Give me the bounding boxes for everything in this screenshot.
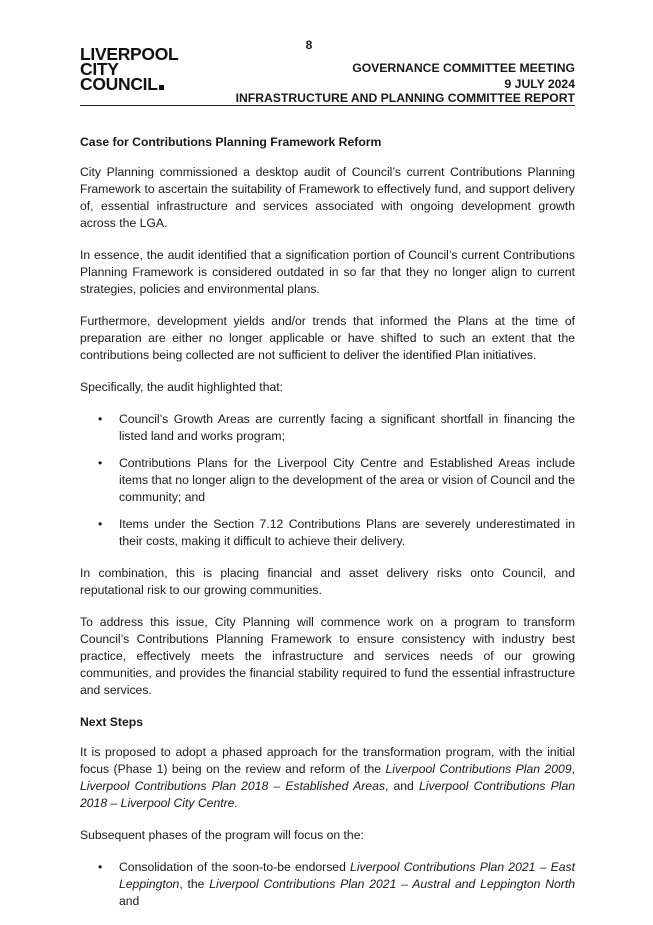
- bullet-icon: •: [98, 860, 103, 874]
- logo-dot-icon: [159, 85, 164, 90]
- bullet-icon: •: [98, 412, 103, 426]
- paragraph: To address this issue, City Planning will commence work on a program to transform Council’s Contributions Planning Framework to ensure consistency with industry best practice, effectively meets the infrastructure and services needs of our growing communities, and provides the financial stability required to fund the essential infrastructure and services.: [80, 615, 575, 697]
- audit-findings-list: [80, 411, 575, 550]
- header-divider: [80, 105, 575, 106]
- bullet-icon: •: [98, 456, 103, 470]
- meeting-title: GOVERNANCE COMMITTEE MEETING: [352, 61, 575, 75]
- bullet-icon: •: [98, 517, 103, 531]
- list-item: • Items under the Section 7.12 Contributions Plans are severely underestimated in their costs, making it difficult to achieve their delivery.: [98, 517, 575, 548]
- report-body: [80, 134, 575, 925]
- logo-line-1: LIVERPOOL: [80, 44, 179, 64]
- list-item: • Contributions Plans for the Liverpool City Centre and Established Areas include items that no longer align to the development of the area or vision of Council and the community; and: [98, 456, 575, 504]
- meeting-header: [352, 61, 575, 92]
- logo-line-2: CITY: [80, 59, 119, 79]
- paragraph: In combination, this is placing financial and asset delivery risks onto Council, and reputational risk to our growing communities.: [80, 566, 575, 597]
- paragraph: City Planning commissioned a desktop audit of Council’s current Contributions Planning Framework to ascertain the suitability of Framework to effectively fund, and support delivery of, essential infrastructure and services associated with ongoing development growth across the LGA.: [80, 165, 575, 230]
- paragraph: Furthermore, development yields and/or trends that informed the Plans at the time of preparation are either no longer applicable or have shifted to such an extent that the contributions being collected are not sufficient to deliver the identified Plan initiatives.: [80, 314, 575, 362]
- list-item: • Council’s Growth Areas are currently facing a significant shortfall in financing the listed land and works program;: [98, 412, 575, 443]
- list-item: • Consolidation of the soon-to-be endorsed Liverpool Contributions Plan 2021 – East Leppington, the Liverpool Contributions Plan 2021 – Austral and Leppington North and: [98, 860, 575, 908]
- meeting-date: 9 JULY 2024: [504, 76, 575, 91]
- page-number: 8: [305, 38, 313, 52]
- paragraph: Specifically, the audit highlighted that:: [80, 380, 284, 394]
- subsequent-phases-list: [80, 859, 575, 910]
- section-heading-next-steps: Next Steps: [80, 715, 143, 729]
- report-title: INFRASTRUCTURE AND PLANNING COMMITTEE REPORT: [235, 91, 575, 105]
- section-heading-reform: Case for Contributions Planning Framework Reform: [80, 135, 382, 149]
- paragraph: Subsequent phases of the program will focus on the:: [80, 828, 364, 842]
- council-logo: [80, 44, 179, 94]
- paragraph: It is proposed to adopt a phased approach for the transformation program, with the initial focus (Phase 1) being on the review and reform of the Liverpool Contributions Plan 2009, Liverpool Contributions Plan 2018 – Established Areas, and Liverpool Contributions Plan 2018 – Liverpool City Centre.: [80, 745, 576, 810]
- paragraph: In essence, the audit identified that a signification portion of Council’s current Contributions Planning Framework is considered outdated in so far that they no longer align to current strategies, policies and environmental plans.: [80, 248, 575, 296]
- logo-line-3: COUNCIL: [80, 77, 178, 92]
